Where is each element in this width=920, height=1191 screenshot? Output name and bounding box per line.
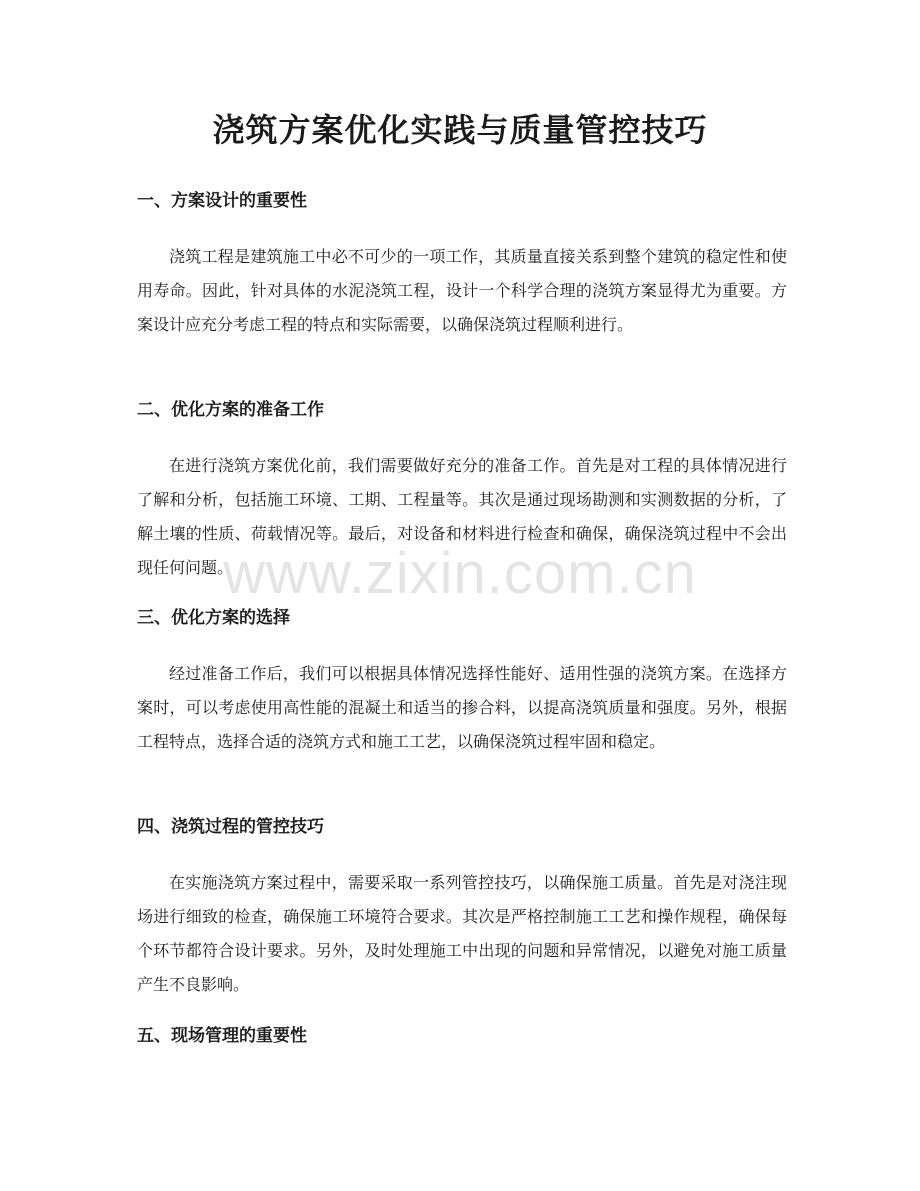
section-2	[137, 397, 787, 585]
section-heading: 五、现场管理的重要性	[137, 1026, 307, 1046]
document-title: 浇筑方案优化实践与质量管控技巧	[212, 111, 708, 149]
section-heading: 一、方案设计的重要性	[137, 191, 307, 211]
section-paragraph: 经过准备工作后，我们可以根据具体情况选择性能好、适用性强的浇筑方案。在选择方案时，可以考虑使用高性能的混凝土和适当的掺合料，以提高浇筑质量和强度。另外，根据工程特点，选择合适的浇筑方式和施工工艺，以确保浇筑过程牢固和稳定。	[137, 664, 787, 751]
section-paragraph: 在进行浇筑方案优化前，我们需要做好充分的准备工作。首先是对工程的具体情况进行了解和分析，包括施工环境、工期、工程量等。其次是通过现场勘测和实测数据的分析，了解土壤的性质、荷载情况等。最后，对设备和材料进行检查和确保，确保浇筑过程中不会出现任何问题。	[137, 456, 787, 577]
section-paragraph: 浇筑工程是建筑施工中必不可少的一项工作，其质量直接关系到整个建筑的稳定性和使用寿命。因此，针对具体的水泥浇筑工程，设计一个科学合理的浇筑方案显得尤为重要。方案设计应充分考虑工程的特点和实际需要，以确保浇筑过程顺利进行。	[137, 247, 787, 334]
section-paragraph: 在实施浇筑方案过程中，需要采取一系列管控技巧，以确保施工质量。首先是对浇注现场进行细致的检查，确保施工环境符合要求。其次是严格控制施工工艺和操作规程，确保每个环节都符合设计要求。另外，及时处理施工中出现的问题和异常情况，以避免对施工质量产生不良影响。	[137, 873, 787, 994]
section-3	[137, 605, 787, 759]
section-5	[137, 1023, 787, 1049]
watermark: www.zixin.com.cn	[223, 541, 697, 606]
section-heading: 二、优化方案的准备工作	[137, 400, 324, 420]
section-heading: 三、优化方案的选择	[137, 608, 290, 628]
section-1	[137, 188, 787, 342]
section-4	[137, 814, 787, 1002]
section-heading: 四、浇筑过程的管控技巧	[137, 817, 324, 837]
